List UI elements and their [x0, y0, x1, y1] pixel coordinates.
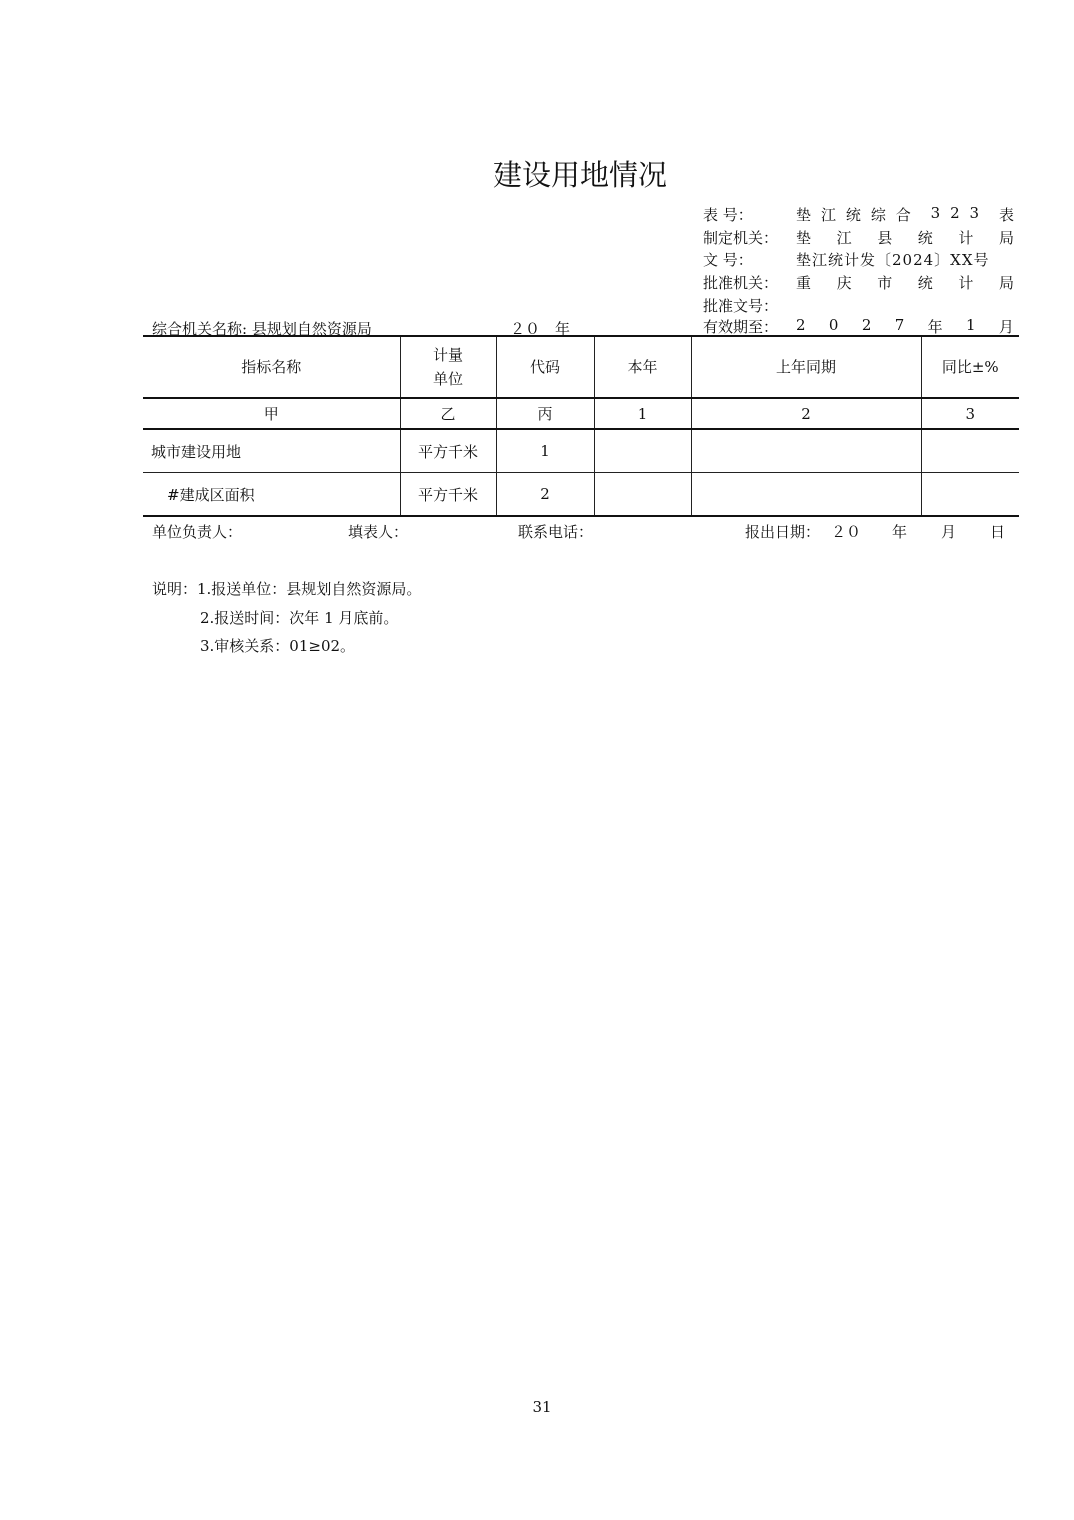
subheader-cell: 乙	[400, 398, 496, 429]
table-header-row	[143, 336, 1019, 398]
maker-label: 制定机关：	[703, 229, 779, 247]
footer-date-year-unit: 年	[892, 523, 908, 541]
valid-until-label: 有效期至：	[703, 318, 779, 336]
row-this-year-cell[interactable]	[594, 473, 691, 517]
subheader-cell: 3	[921, 398, 1019, 429]
maker-value: 垫 江 县 统 计 局	[796, 229, 1014, 247]
org-name: 综合机关名称: 县规划自然资源局	[152, 320, 372, 338]
statistics-table	[143, 335, 1019, 517]
footer-date-year: ２０	[831, 523, 862, 541]
page-number: 31	[532, 1398, 552, 1416]
note-line: 3.审核关系：01≥02。	[200, 637, 356, 655]
footer-date-month-unit: 月	[941, 523, 957, 541]
header-unit: 计量 单位	[400, 336, 496, 398]
subheader-cell: 甲	[143, 398, 400, 429]
footer-date-label: 报出日期：	[745, 523, 821, 541]
table-row	[143, 473, 1019, 517]
footer-filler-label: 填表人：	[348, 523, 409, 541]
footer-phone-label: 联系电话：	[518, 523, 594, 541]
row-indicator-name: #建成区面积	[143, 473, 400, 517]
form-no-label: 表 号：	[703, 206, 753, 224]
approval-no-label: 批准文号：	[703, 297, 779, 315]
report-year: ２０ 年	[510, 320, 571, 338]
table-row	[143, 429, 1019, 473]
footer-head-label: 单位负责人：	[152, 523, 243, 541]
header-last-year: 上年同期	[691, 336, 921, 398]
row-code: 1	[496, 429, 594, 473]
page-title: 建设用地情况	[492, 158, 667, 192]
doc-no-label: 文 号：	[703, 251, 753, 269]
row-this-year-cell[interactable]	[594, 429, 691, 473]
doc-no-value: 垫江统计发〔2024〕XX号	[796, 251, 990, 269]
valid-until-value: 2 0 2 7 年 1 月	[796, 316, 1014, 336]
form-no-value: 垫 江 统 综 合 3 2 3 表	[796, 204, 1014, 224]
row-last-year-cell[interactable]	[691, 473, 921, 517]
header-yoy: 同比±%	[921, 336, 1019, 398]
row-last-year-cell[interactable]	[691, 429, 921, 473]
footer-date-day-unit: 日	[990, 523, 1006, 541]
note-line: 2.报送时间：次年 1 月底前。	[200, 609, 399, 627]
subheader-cell: 2	[691, 398, 921, 429]
header-code: 代码	[496, 336, 594, 398]
note-line: 说明：1.报送单位：县规划自然资源局。	[152, 580, 422, 598]
row-yoy-cell[interactable]	[921, 473, 1019, 517]
table-subheader-row	[143, 398, 1019, 429]
header-this-year: 本年	[594, 336, 691, 398]
row-unit: 平方千米	[400, 429, 496, 473]
subheader-cell: 丙	[496, 398, 594, 429]
approver-label: 批准机关：	[703, 274, 779, 292]
row-indicator-name: 城市建设用地	[143, 429, 400, 473]
header-indicator-name: 指标名称	[143, 336, 400, 398]
approver-value: 重 庆 市 统 计 局	[796, 274, 1014, 292]
row-code: 2	[496, 473, 594, 517]
row-unit: 平方千米	[400, 473, 496, 517]
subheader-cell: 1	[594, 398, 691, 429]
row-yoy-cell[interactable]	[921, 429, 1019, 473]
